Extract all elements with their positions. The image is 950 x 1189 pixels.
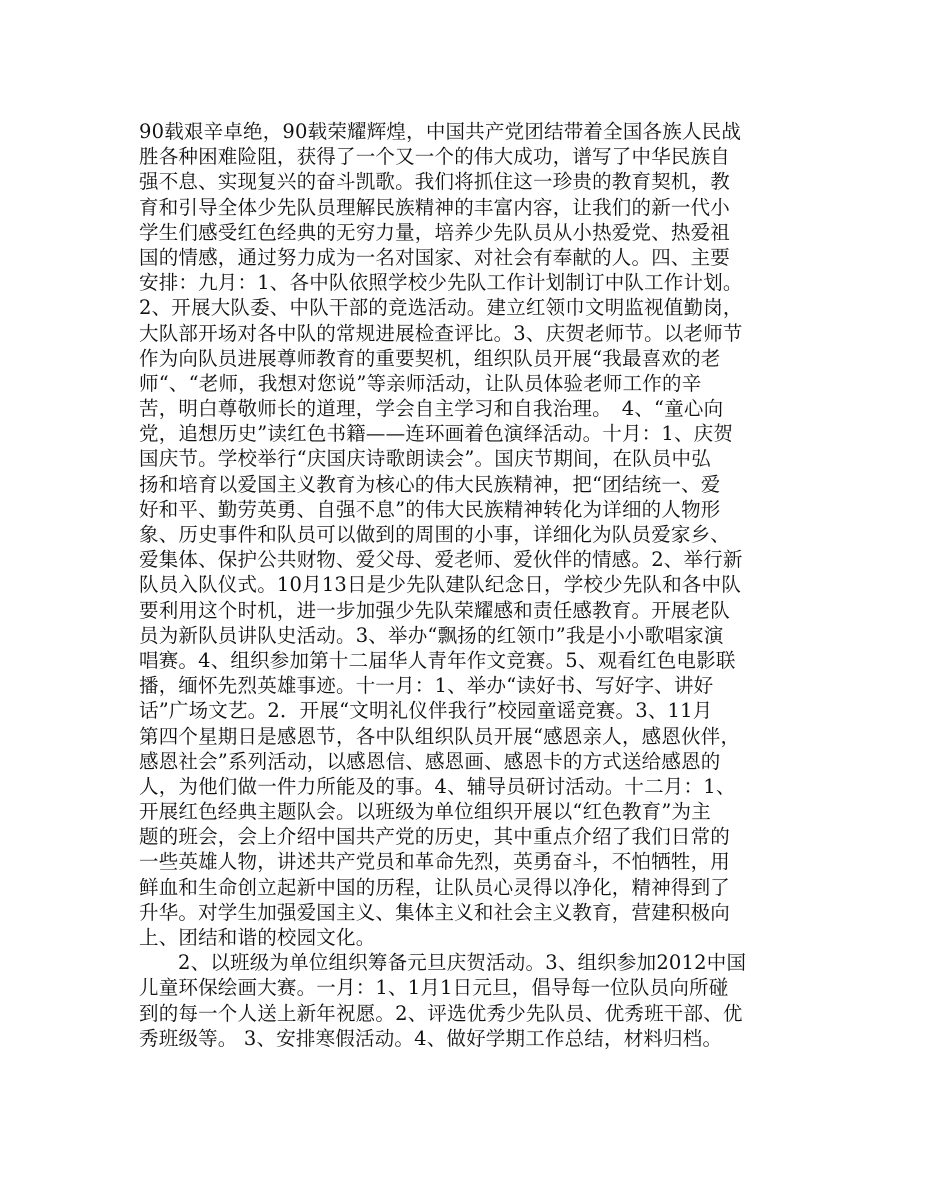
paragraph1-line: 唱赛。4、组织参加第十二届华人青年作文竞赛。5、观看红色电影联	[139, 648, 736, 672]
paragraph1-line: 鲜血和生命创立起新中国的历程，让队员心灵得以净化，精神得到了	[139, 875, 731, 899]
paragraph1-line: 开展红色经典主题队会。以班级为单位组织开展以“红色教育”为主	[139, 800, 711, 824]
paragraph1-line: 一些英雄人物，讲述共产党员和革命先烈，英勇奋斗，不怕牺牲，用	[139, 850, 731, 874]
paragraph1-line: 爱集体、保护公共财物、爱父母、爱老师、爱伙伴的情感。2、举行新	[139, 548, 743, 572]
paragraph1-line: 象、历史事件和队员可以做到的周围的小事，详细化为队员爱家乡、	[139, 523, 731, 546]
paragraph1-line: 上、团结和谐的校园文化。	[139, 926, 376, 949]
paragraph1-line: 人，为他们做一件力所能及的事。4、辅导员研讨活动。十二月：1、	[139, 774, 736, 798]
paragraph1-line: 强不息、实现复兴的奋斗凯歌。我们将抓住这一珍贵的教育契机，教	[139, 170, 731, 194]
paragraph1-line: 题的班会，会上介绍中国共产党的历史，其中重点介绍了我们日常的	[139, 825, 731, 849]
paragraph1-line: 党，追想历史”读红色书籍——连环画着色演绎活动。十月：1、庆贺	[139, 422, 734, 446]
paragraph1-line: 苦，明白尊敬师长的道理，学会自主学习和自我治理。 4、“童心向	[139, 397, 724, 421]
paragraph1-line: 第四个星期日是感恩节，各中队组织队员开展“感恩亲人，感恩伙伴，	[139, 724, 741, 748]
paragraph1-line: 作为向队员进展尊师教育的重要契机，组织队员开展“我最喜欢的老	[139, 346, 721, 370]
paragraph1-line: 大队部开场对各中队的常规进展检查评比。3、庆贺老师节。以老师节	[139, 321, 743, 345]
document-body	[139, 119, 815, 1051]
paragraph1-line: 90载艰辛卓绝，90载荣耀辉煌，中国共产党团结带着全国各族人民战	[139, 120, 742, 143]
paragraph1-line: 队员入队仪式。10月13日是少先队建队纪念日，学校少先队和各中队	[139, 573, 742, 597]
paragraph2-line: 到的每一个人送上新年祝愿。2、评选优秀少先队员、优秀班干部、优	[139, 1001, 743, 1025]
paragraph1-line: 学生们感受红色经典的无穷力量，培养少先队员从小热爱党、热爱祖	[139, 220, 731, 244]
paragraph1-line: 感恩社会”系列活动，以感恩信、感恩画、感恩卡的方式送给感恩的	[139, 749, 721, 773]
paragraph1-line: 2、开展大队委、中队干部的竞选活动。建立红领巾文明监视值勤岗，	[139, 296, 743, 320]
paragraph1-line: 播，缅怀先烈英雄事迹。十一月：1、举办“读好书、写好字、讲好	[139, 674, 714, 698]
paragraph1-line: 师“、“老师，我想对您说”等亲师活动，让队员体验老师工作的辛	[139, 371, 702, 395]
paragraph1-line: 要利用这个时机，进一步加强少先队荣耀感和责任感教育。开展老队	[139, 598, 731, 622]
paragraph1-line: 升华。对学生加强爱国主义、集体主义和社会主义教育，营建积极向	[139, 900, 731, 924]
paragraph1-line: 国的情感，通过努力成为一名对国家、对社会有奉献的人。四、主要	[139, 245, 731, 269]
paragraph1-line: 扬和培育以爱国主义教育为核心的伟大民族精神，把“团结统一、爱	[139, 472, 721, 496]
paragraph1-line: 安排：九月：1、各中队依照学校少先队工作计划制订中队工作计划。	[139, 271, 743, 295]
paragraph2-line: 2、以班级为单位组织筹备元旦庆贺活动。3、组织参加2012中国	[178, 951, 747, 975]
paragraph1-line: 话”广场文艺。2．开展“文明礼仪伴我行”校园童谣竞赛。3、11月	[139, 699, 713, 723]
paragraph1-line: 国庆节。学校举行“庆国庆诗歌朗读会”。国庆节期间，在队员中弘	[139, 447, 711, 471]
paragraph1-line: 胜各种困难险阻，获得了一个又一个的伟大成功，谱写了中华民族自	[139, 145, 731, 169]
paragraph1-line: 育和引导全体少先队员理解民族精神的丰富内容，让我们的新一代小	[139, 195, 731, 219]
paragraph1-line: 员为新队员讲队史活动。3、举办“飘扬的红领巾”我是小小歌唱家演	[139, 623, 724, 647]
paragraph2-line: 儿童环保绘画大赛。一月：1、1月1日元旦，倡导每一位队员向所碰	[139, 976, 729, 1000]
paragraph1-line: 好和平、勤劳英勇、自强不息”的伟大民族精神转化为详细的人物形	[139, 497, 721, 521]
paragraph2-line: 秀班级等。 3、安排寒假活动。4、做好学期工作总结，材料归档。	[139, 1026, 723, 1050]
